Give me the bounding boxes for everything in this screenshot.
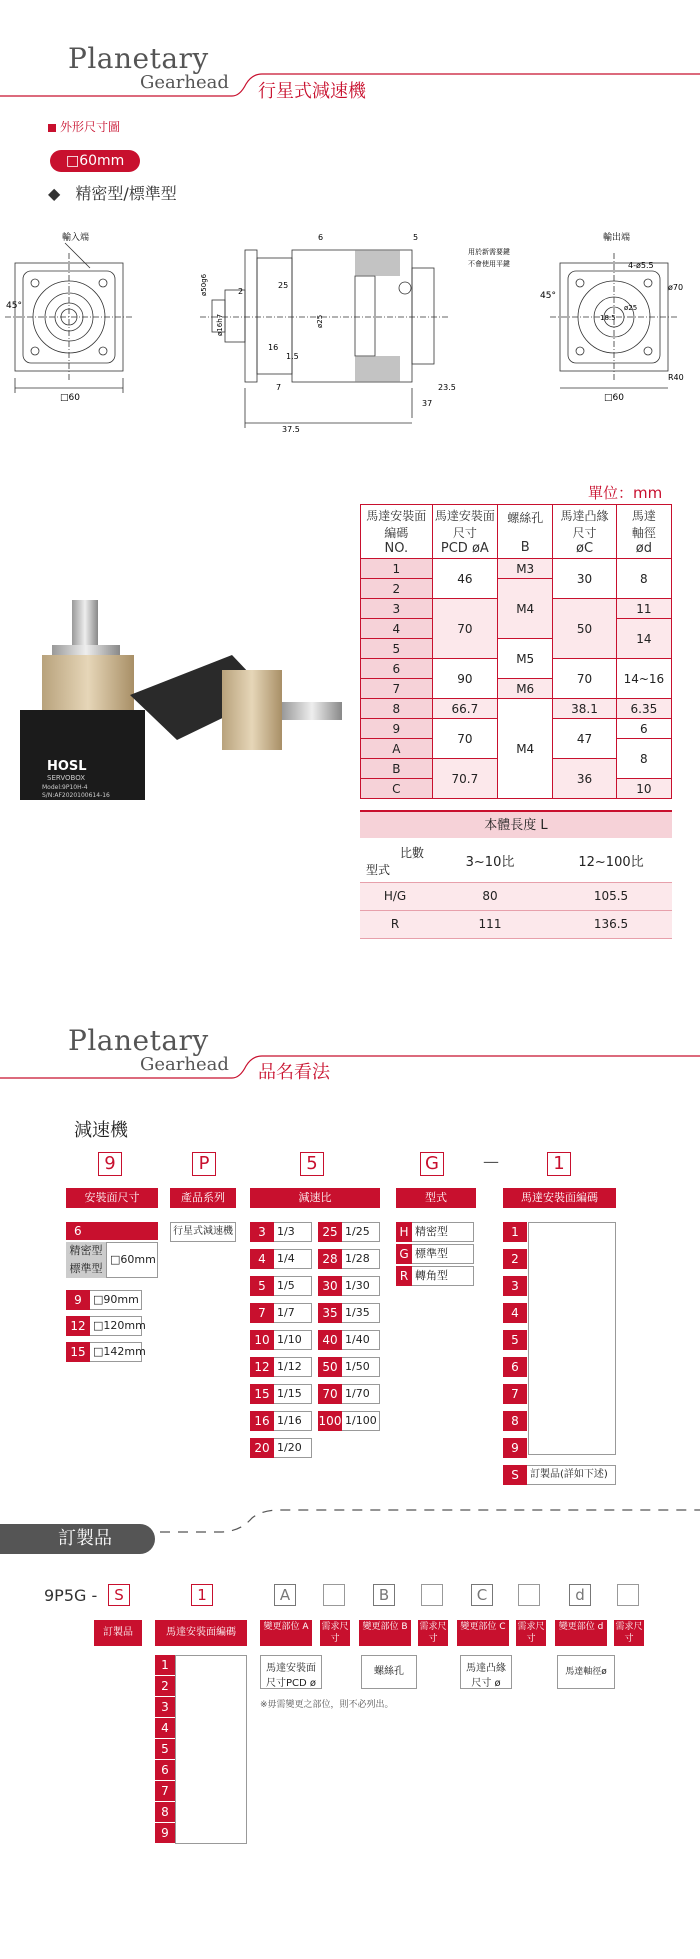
custom-motor-row-no: 8 <box>155 1802 175 1822</box>
ratio-row-text: 1/100 <box>342 1411 380 1431</box>
custom-code-d-size <box>617 1584 639 1606</box>
diamond-icon: ◆ <box>48 184 61 203</box>
ratio-row-no: 35 <box>318 1303 342 1323</box>
cell-a: 90 <box>432 659 497 699</box>
ratio-row <box>250 1276 312 1296</box>
cell-a: 66.7 <box>432 699 497 719</box>
motor-no-row <box>503 1411 527 1431</box>
length-type: H/G <box>360 882 430 910</box>
ratio-row-no: 40 <box>318 1330 342 1350</box>
cell-b: M4 <box>498 579 553 639</box>
dim-7: 7 <box>276 383 282 392</box>
custom-motor-row-no: 2 <box>155 1676 175 1696</box>
custom-motor-row-no: 7 <box>155 1781 175 1801</box>
ratio-row-text: 1/30 <box>342 1276 380 1296</box>
dim-50g6: ø50g6 <box>200 273 208 296</box>
row-no: C <box>361 779 433 799</box>
ratio-row-no: 20 <box>250 1438 274 1458</box>
custom-label-s: 訂製品 <box>94 1620 142 1646</box>
ratio-row <box>250 1384 312 1404</box>
motor-no-row-no: 5 <box>503 1330 527 1350</box>
dim-5: 5 <box>413 233 419 242</box>
row-no: 7 <box>361 679 433 699</box>
ratio-row-text: 1/28 <box>342 1249 380 1269</box>
section1-title-gearhead: Gearhead <box>140 72 229 93</box>
spec-table <box>360 504 672 799</box>
ratio-row <box>318 1330 380 1350</box>
hdr-c: 馬達凸緣 尺寸 øC <box>553 505 616 559</box>
ratio-row-no: 15 <box>250 1384 274 1404</box>
mount-row: 15 □142mm <box>66 1342 142 1362</box>
custom-motor-row <box>155 1760 175 1780</box>
angle-left: 45° <box>6 301 22 311</box>
cell-a: 70 <box>432 599 497 659</box>
motor-no-row-no: 8 <box>503 1411 527 1431</box>
product-photo <box>12 590 342 820</box>
product-model: Model:9P10H-4 <box>42 784 88 791</box>
custom-label-7: 需求尺寸 <box>615 1622 643 1644</box>
custom-code-s: S <box>108 1584 130 1606</box>
ratio-row-no: 16 <box>250 1411 274 1431</box>
ratio-row-text: 1/25 <box>342 1222 380 1242</box>
row-no: 2 <box>361 579 433 599</box>
ratio-row-no: 50 <box>318 1357 342 1377</box>
custom-label-3: 需求尺寸 <box>419 1622 447 1644</box>
cell-d: 6.35 <box>616 699 671 719</box>
cell-c: 47 <box>553 719 616 759</box>
custom-code-b-size <box>421 1584 443 1606</box>
cell-a: 46 <box>432 559 497 599</box>
custom-motor-row-no: 1 <box>155 1655 175 1675</box>
custom-motor-row <box>155 1655 175 1675</box>
custom-label-2: 變更部位 B <box>359 1620 411 1646</box>
product-brand: HOSL <box>47 759 87 774</box>
row-no: 1 <box>361 559 433 579</box>
motor-no-row-no: 7 <box>503 1384 527 1404</box>
cell-d: 10 <box>616 779 671 799</box>
code-g: G <box>420 1152 444 1176</box>
length-v2: 105.5 <box>550 882 672 910</box>
motor-no-row <box>503 1249 527 1269</box>
motor-no-row-no: 1 <box>503 1222 527 1242</box>
length-col1: 3~10比 <box>430 840 550 882</box>
cell-d: 8 <box>616 559 671 599</box>
ratio-row <box>318 1249 380 1269</box>
reducer-heading: 減速機 <box>74 1120 128 1141</box>
dim-60-right: □60 <box>604 393 624 403</box>
label-mount-size: 安裝面尺寸 <box>66 1188 158 1208</box>
ratio-row <box>250 1438 312 1458</box>
custom-code-1: 1 <box>191 1584 213 1606</box>
custom-label-0: 變更部位 A <box>260 1620 312 1646</box>
ratio-row <box>250 1357 312 1377</box>
custom-motor-row <box>155 1823 175 1843</box>
row-no: B <box>361 759 433 779</box>
custom-motor-row <box>155 1802 175 1822</box>
mount-no-6: 6 <box>66 1222 158 1240</box>
hdr-no: 馬達安裝面 編碼 NO. <box>361 505 433 559</box>
custom-motor-row <box>155 1781 175 1801</box>
mount-size-60: □60mm <box>106 1242 158 1278</box>
row-no: A <box>361 739 433 759</box>
input-label: 輸入端 <box>62 233 90 243</box>
custom-motor-row-no: 9 <box>155 1823 175 1843</box>
custom-motor-row <box>155 1676 175 1696</box>
custom-code-c: C <box>471 1584 493 1606</box>
motor-no-row <box>503 1276 527 1296</box>
angle-right: 45° <box>540 291 556 301</box>
length-v2: 136.5 <box>550 910 672 938</box>
row-no: 3 <box>361 599 433 619</box>
r-phi25: ø25 <box>624 304 638 312</box>
size-pill: □60mm <box>50 150 140 172</box>
code-9: 9 <box>98 1152 122 1176</box>
cell-c: 30 <box>553 559 616 599</box>
ratio-row-no: 70 <box>318 1384 342 1404</box>
ratio-row-no: 5 <box>250 1276 274 1296</box>
desc-d: 馬達軸徑ø <box>557 1655 615 1689</box>
ratio-row <box>318 1222 380 1242</box>
ratio-row-text: 1/50 <box>342 1357 380 1377</box>
type-row-no: G <box>396 1244 412 1264</box>
hdr-a: 馬達安裝面 尺寸 PCD øA <box>432 505 497 559</box>
ratio-row <box>318 1411 380 1431</box>
length-v1: 80 <box>430 882 550 910</box>
type-row <box>396 1266 474 1286</box>
cell-b: M4 <box>498 699 553 799</box>
custom-dash-line <box>160 1508 700 1540</box>
technical-drawing <box>0 228 700 438</box>
note-line1: 用於新需要鍵 <box>468 248 510 256</box>
ratio-row-text: 1/5 <box>274 1276 312 1296</box>
ratio-row-text: 1/7 <box>274 1303 312 1323</box>
motor-no-row-no: 2 <box>503 1249 527 1269</box>
dim-25: 25 <box>278 281 289 290</box>
ratio-row-no: 25 <box>318 1222 342 1242</box>
custom-code-a: A <box>274 1584 296 1606</box>
dim-23-5: 23.5 <box>438 383 456 392</box>
ratio-row <box>318 1303 380 1323</box>
dim-1-5: 1.5 <box>286 352 299 361</box>
motor-no-row-no: 6 <box>503 1357 527 1377</box>
length-table <box>360 840 672 939</box>
ratio-row <box>250 1249 312 1269</box>
cell-c: 50 <box>553 599 616 659</box>
mount-row: 9 □90mm <box>66 1290 142 1310</box>
hdr-b: 螺絲孔 B <box>498 505 553 559</box>
custom-code-c-size <box>518 1584 540 1606</box>
label-type: 型式 <box>396 1188 476 1208</box>
section2-title-gearhead: Gearhead <box>140 1054 229 1075</box>
section1-subtitle: 行星式減速機 <box>258 81 366 102</box>
code-p: P <box>192 1152 216 1176</box>
ratio-row-text: 1/4 <box>274 1249 312 1269</box>
ratio-row-no: 3 <box>250 1222 274 1242</box>
motor-no-row <box>503 1438 527 1458</box>
cell-c: 70 <box>553 659 616 699</box>
row-no: 8 <box>361 699 433 719</box>
dim-6: 6 <box>318 233 324 242</box>
custom-label-5: 需求尺寸 <box>517 1622 545 1644</box>
motor-no-row <box>503 1330 527 1350</box>
ratio-row <box>250 1303 312 1323</box>
dim-2: 2 <box>238 287 244 296</box>
ratio-row <box>250 1222 312 1242</box>
mount-type-standard: 標準型 <box>66 1260 106 1278</box>
custom-motor-row <box>155 1739 175 1759</box>
dim-37-5: 37.5 <box>282 425 300 434</box>
square-bullet-icon <box>48 124 56 132</box>
custom-tab: 訂製品 <box>0 1524 155 1554</box>
cell-c: 38.1 <box>553 699 616 719</box>
motor-no-row-no: 3 <box>503 1276 527 1296</box>
motor-list-box <box>528 1222 616 1455</box>
custom-row: S 訂製品(詳如下述) <box>503 1465 616 1485</box>
output-label: 輸出端 <box>603 233 631 243</box>
motor-no-row <box>503 1303 527 1323</box>
ratio-row-text: 1/40 <box>342 1330 380 1350</box>
cell-a: 70 <box>432 719 497 759</box>
length-col2: 12~100比 <box>550 840 672 882</box>
custom-code-b: B <box>373 1584 395 1606</box>
type-row <box>396 1222 474 1242</box>
custom-label-6: 變更部位 d <box>555 1620 607 1646</box>
row-no: 9 <box>361 719 433 739</box>
dim-phi25: ø25 <box>316 314 324 328</box>
ratio-row-no: 4 <box>250 1249 274 1269</box>
code-1: 1 <box>547 1152 571 1176</box>
cell-d: 14~16 <box>616 659 671 699</box>
cell-d: 14 <box>616 619 671 659</box>
cell-d: 11 <box>616 599 671 619</box>
custom-motor-row-no: 6 <box>155 1760 175 1780</box>
ratio-row-no: 30 <box>318 1276 342 1296</box>
ratio-row <box>318 1276 380 1296</box>
note-line2: 不會使用平鍵 <box>468 260 510 268</box>
row-no: 6 <box>361 659 433 679</box>
ratio-row <box>318 1357 380 1377</box>
type-line <box>48 181 177 204</box>
label-ratio: 減速比 <box>250 1188 380 1208</box>
length-v1: 111 <box>430 910 550 938</box>
label-series: 產品系列 <box>170 1188 236 1208</box>
row-no: 5 <box>361 639 433 659</box>
dim-37: 37 <box>422 399 433 408</box>
type-row <box>396 1244 474 1264</box>
ratio-row-no: 10 <box>250 1330 274 1350</box>
ratio-row-text: 1/3 <box>274 1222 312 1242</box>
dims-label <box>48 118 120 135</box>
custom-code-d: d <box>569 1584 591 1606</box>
custom-label-motor: 馬達安裝面編碼 <box>155 1620 247 1646</box>
cell-c: 36 <box>553 759 616 799</box>
mount-type-precise: 精密型 <box>66 1242 106 1260</box>
label-motor-no: 馬達安裝面編碼 <box>503 1188 616 1208</box>
custom-prefix: 9P5G - <box>44 1586 98 1605</box>
cell-a: 70.7 <box>432 759 497 799</box>
series-value: 行星式減速機 <box>170 1222 236 1242</box>
custom-label-1: 需求尺寸 <box>321 1622 349 1644</box>
custom-motor-row <box>155 1718 175 1738</box>
ratio-row-text: 1/10 <box>274 1330 312 1350</box>
motor-no-row <box>503 1357 527 1377</box>
motor-no-row <box>503 1384 527 1404</box>
ratio-row <box>318 1384 380 1404</box>
custom-motor-row <box>155 1697 175 1717</box>
code-dash: — <box>483 1152 499 1171</box>
ratio-row <box>250 1411 312 1431</box>
r-phi70: ø70 <box>668 283 684 292</box>
r-4-phi5-5: 4-ø5.5 <box>628 261 654 270</box>
dims-label-text: 外形尺寸圖 <box>60 120 121 134</box>
section2-header-line <box>0 1052 700 1082</box>
custom-motor-row-no: 5 <box>155 1739 175 1759</box>
desc-b: 螺絲孔 <box>361 1655 417 1689</box>
cell-b: M6 <box>498 679 553 699</box>
hdr-d: 馬達 軸徑 ød <box>616 505 671 559</box>
custom-motor-list-box <box>175 1655 247 1844</box>
dim-60-left: □60 <box>60 393 80 403</box>
custom-label-4: 變更部位 C <box>457 1620 509 1646</box>
r-18-5: 18.5 <box>600 314 616 322</box>
custom-motor-row-no: 3 <box>155 1697 175 1717</box>
motor-no-row-no: 9 <box>503 1438 527 1458</box>
custom-note: ※毋需變更之部位，則不必列出。 <box>260 1700 394 1710</box>
length-corner: 比數 型式 <box>360 840 430 882</box>
section2-title-planetary: Planetary <box>68 1024 209 1057</box>
ratio-row-text: 1/16 <box>274 1411 312 1431</box>
cell-b: M3 <box>498 559 553 579</box>
ratio-row <box>250 1330 312 1350</box>
type-row-no: H <box>396 1222 412 1242</box>
cell-b: M5 <box>498 639 553 679</box>
type-row-text: 標準型 <box>412 1244 474 1264</box>
type-row-no: R <box>396 1266 412 1286</box>
custom-code-a-size <box>323 1584 345 1606</box>
desc-c: 馬達凸緣 尺寸 ø <box>460 1655 512 1689</box>
cell-d: 6 <box>616 719 671 739</box>
unit-label: 單位：mm <box>588 484 663 502</box>
dim-16h7: ø16h7 <box>216 313 224 336</box>
ratio-row-text: 1/12 <box>274 1357 312 1377</box>
ratio-row-text: 1/35 <box>342 1303 380 1323</box>
length-type: R <box>360 910 430 938</box>
row-no: 4 <box>361 619 433 639</box>
code-5: 5 <box>300 1152 324 1176</box>
r-r40: R40 <box>668 373 684 382</box>
cell-d: 8 <box>616 739 671 779</box>
section2-subtitle: 品名看法 <box>258 1062 330 1083</box>
motor-no-row-no: 4 <box>503 1303 527 1323</box>
ratio-row-text: 1/20 <box>274 1438 312 1458</box>
length-table-title: 本體長度 L <box>360 810 672 838</box>
desc-a: 馬達安裝面 尺寸PCD ø <box>260 1655 322 1689</box>
type-row-text: 精密型 <box>412 1222 474 1242</box>
ratio-row-no: 28 <box>318 1249 342 1269</box>
custom-motor-row-no: 4 <box>155 1718 175 1738</box>
product-series: SERVOBOX <box>47 774 86 782</box>
dim-16: 16 <box>268 343 279 352</box>
type-label: 精密型/標準型 <box>75 184 177 203</box>
motor-no-row <box>503 1222 527 1242</box>
ratio-row-text: 1/15 <box>274 1384 312 1404</box>
type-row-text: 轉角型 <box>412 1266 474 1286</box>
product-sn: S/N:AF2020100614-16 <box>42 792 110 799</box>
ratio-row-no: 100 <box>318 1411 342 1431</box>
ratio-row-no: 12 <box>250 1357 274 1377</box>
section1-title-planetary: Planetary <box>68 42 209 75</box>
mount-row: 12 □120mm <box>66 1316 142 1336</box>
ratio-row-no: 7 <box>250 1303 274 1323</box>
ratio-row-text: 1/70 <box>342 1384 380 1404</box>
